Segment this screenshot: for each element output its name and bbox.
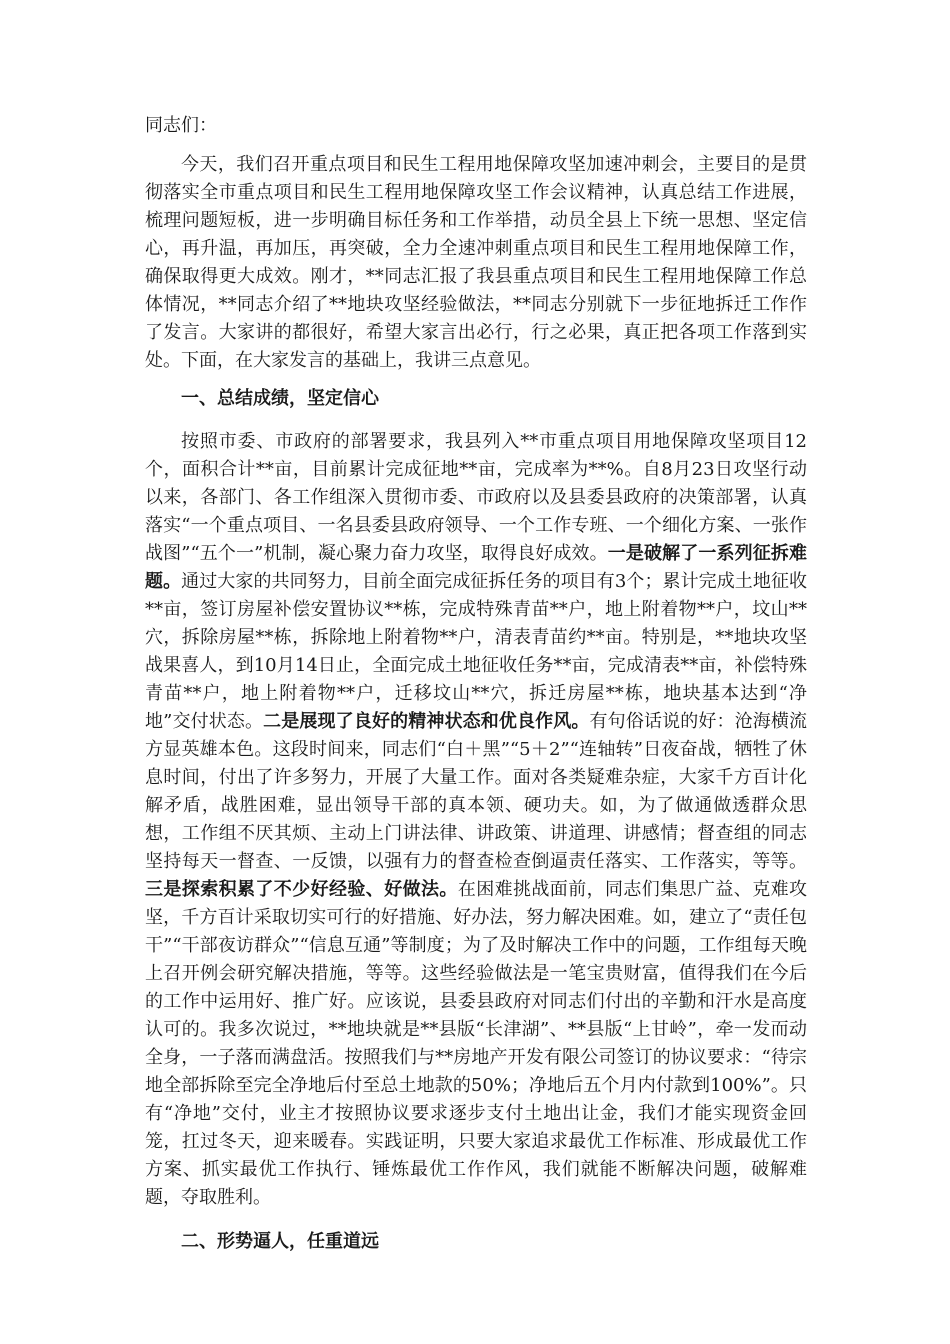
section1-bold-2: 二是展现了良好的精神状态和优良作风。 (263, 711, 590, 732)
section1-bold-1: 一是破解了一系列征拆难题。 (145, 543, 808, 592)
section1-bold-3: 三是探索积累了不少好经验、好做法。 (145, 879, 458, 900)
intro-paragraph: 今天，我们召开重点项目和民生工程用地保障攻坚加速冲刺会，主要目的是贯彻落实全市重点项目和民生工程用地保障攻坚工作会议精神，认真总结工作进展，梳理问题短板，进一步明确目标任务和工作举措，动员全县上下统一思想、坚定信心，再升温，再加压，再突破，全力全速冲刺重点项目和民生工程用地保障工作，确保取得更大成效。刚才，**同志汇报了我县重点项目和民生工程用地保障工作总体情况，**同志介绍了**地块攻坚经验做法，**同志分别就下一步征地拆迁工作作了发言。大家讲的都很好，希望大家言出必行，行之必果，真正把各项工作落到实处。下面，在大家发言的基础上，我讲三点意见。 (145, 154, 807, 371)
section1-text-4: 在困难挑战面前，同志们集思广益、克难攻坚，千方百计采取切实可行的好措施、好办法，努力解决困难。如，建立了“责任包干”“干部夜访群众”“信息互通”等制度；为了及时解决工作中的问题，工作组每天晚上召开例会研究解决措施，等等。这些经验做法是一笔宝贵财富，值得我们在今后的工作中运用好、推广好。应该说，县委县政府对同志们付出的辛勤和汗水是高度认可的。我多次说过，**地块就是**县版“长津湖”、**县版“上甘岭”，牵一发而动全身，一子落而满盘活。按照我们与**房地产开发有限公司签订的协议要求：“待宗地全部拆除至完全净地后付至总土地款的50%；净地后五个月内付款到100%”。只有“净地”交付，业主才按照协议要求逐步支付土地出让金，我们才能实现资金回笼，扛过冬天，迎来暖春。实践证明，只要大家追求最优工作标准、形成最优工作方案、抓实最优工作执行、锤炼最优工作作风，我们就能不断解决问题，破解难题，夺取胜利。 (145, 879, 808, 1208)
salutation: 同志们： (145, 115, 217, 136)
section1-text-1: 按照市委、市政府的部署要求，我县列入**市重点项目用地保障攻坚项目12个，面积合计**亩，目前累计完成征地**亩，完成率为**%。自8月23日攻坚行动以来，各部门、各工作组深入贯彻市委、市政府以及县委县政府的决策部署，认真落实“一个重点项目、一名县委县政府领导、一个工作专班、一个细化方案、一张作战图”“五个一”机制，凝心聚力奋力攻坚，取得良好成效。 (145, 431, 807, 564)
section1-paragraph (145, 428, 807, 1212)
section-heading-2: 二、形势逼人，任重道远 (181, 1231, 379, 1252)
section-heading-1: 一、总结成绩，坚定信心 (181, 388, 379, 409)
document-page (145, 112, 807, 1271)
section1-text-2: 通过大家的共同努力，目前全面完成征拆任务的项目有3个；累计完成土地征收**亩，签订房屋补偿安置协议**栋，完成特殊青苗**户，地上附着物**户，坟山**穴，拆除房屋**栋，拆除地上附着物**户，清表青苗约**亩。特别是，**地块攻坚战果喜人，到10月14日止，全面完成土地征收任务**亩，完成清表**亩，补偿特殊青苗**户，地上附着物**户，迁移坟山**穴，拆迁房屋**栋，地块基本达到“净地”交付状态。 (145, 571, 808, 732)
section1-text-3: 有句俗话说的好：沧海横流方显英雄本色。这段时间来，同志们“白＋黑”“5＋2”“连轴转”日夜奋战，牺牲了休息时间，付出了许多努力，开展了大量工作。面对各类疑难杂症，大家千方百计化解矛盾，战胜困难，显出领导干部的真本领、硬功夫。如，为了做通做透群众思想，工作组不厌其烦、主动上门讲法律、讲政策、讲道理、讲感情；督查组的同志坚持每天一督查、一反馈，以强有力的督查检查倒逼责任落实、工作落实，等等。 (145, 711, 808, 872)
